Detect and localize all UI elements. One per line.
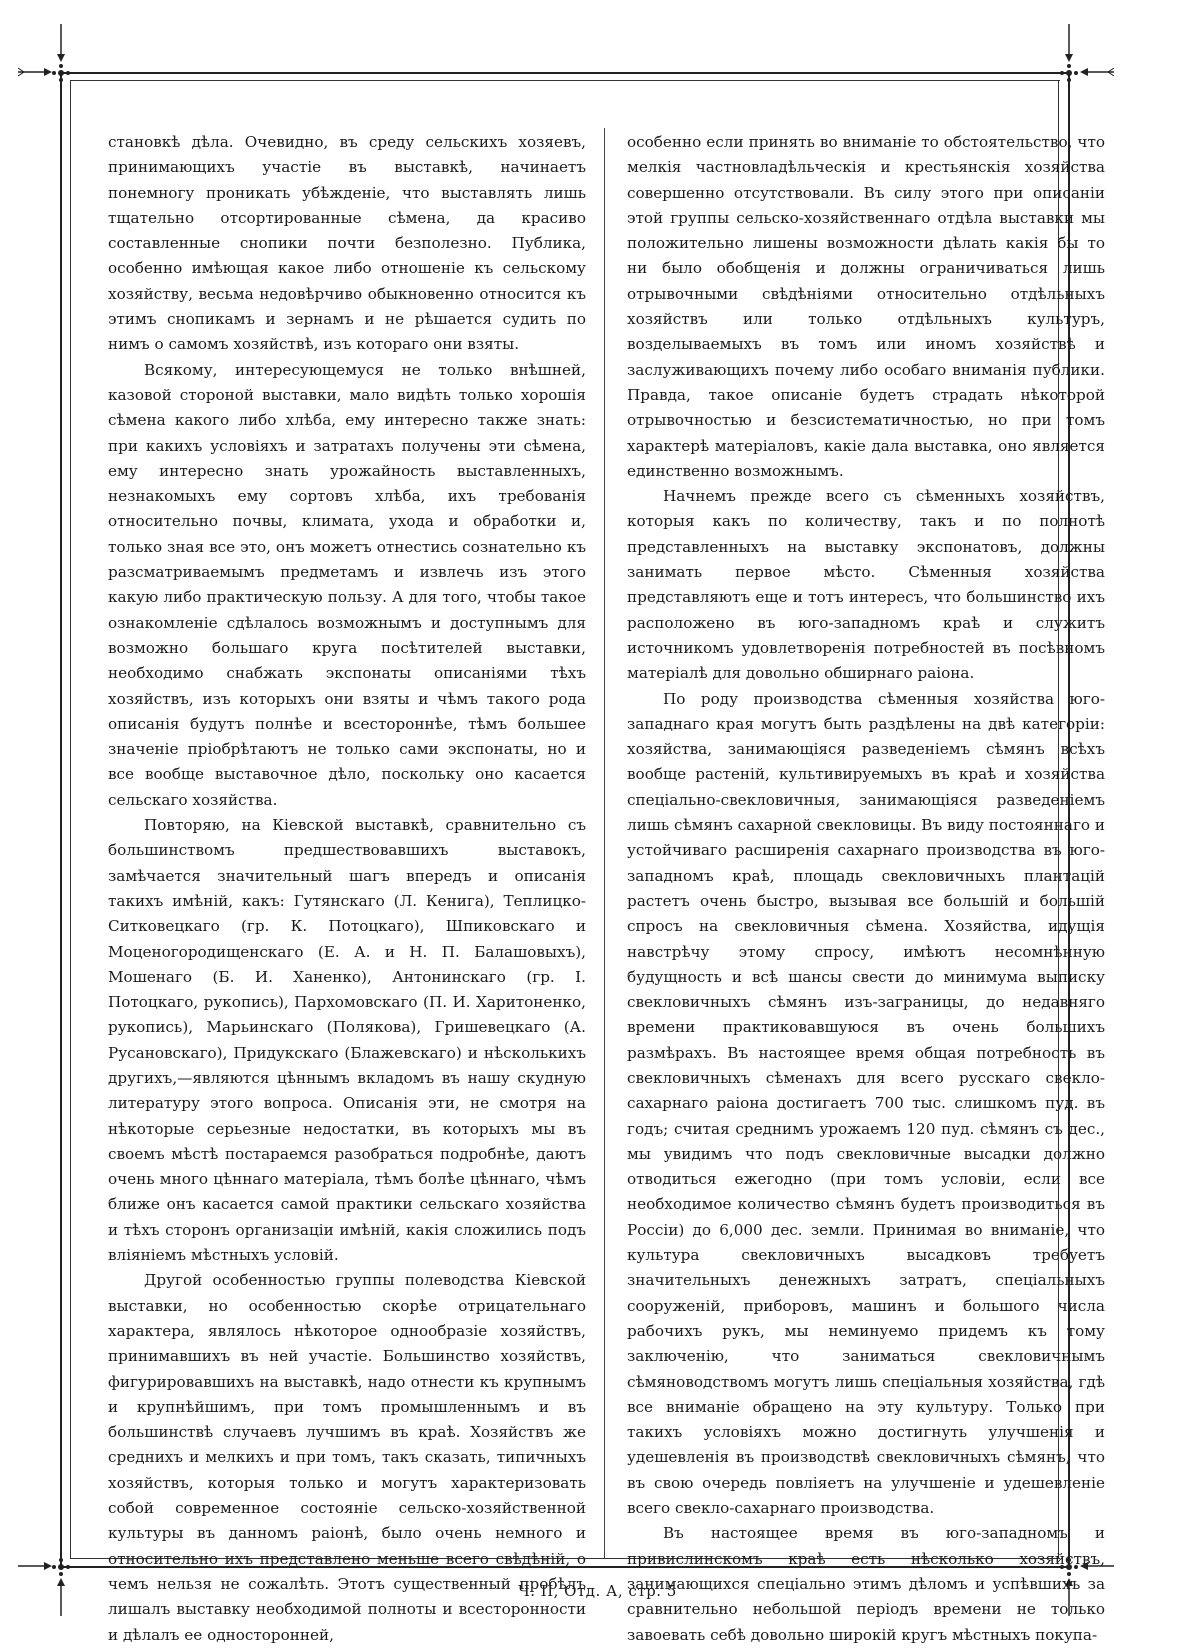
arrow-up-left-icon bbox=[55, 24, 67, 62]
paragraph: Начнемъ прежде всего съ сѣменныхъ хозяйствъ, которыя какъ по количеству, такъ и по полнотѣ представленныхъ на выставку экспонатовъ, должны занимать первое мѣсто. Сѣменныя хозяйства представляютъ еще и тотъ интересъ, что большинство ихъ расположено въ юго-западномъ краѣ и служитъ источникомъ удовлетворенія потребностей въ посѣвномъ матеріалѣ для довольно обширнаго раіона. bbox=[627, 487, 1105, 683]
arrow-left-bottom-icon bbox=[18, 1560, 52, 1572]
arrow-right-top-icon bbox=[1080, 66, 1114, 78]
frame-left-line bbox=[60, 72, 62, 1568]
paragraph: Другой особенностью группы полеводства Кіевской выставки, но особенностью скорѣе отрицательнаго характера, являлось нѣкоторое однообразіе хозяйствъ, принимавшихъ въ ней участіе. Большинство хозяйствъ, фигурировавшихъ на выставкѣ, надо отнести къ крупнымъ и крупнѣйшимъ, при томъ промышленнымъ и въ большинствѣ случаевъ лучшимъ въ краѣ. Хозяйствъ же среднихъ и мелкихъ и при томъ, такъ сказать, типичныхъ хозяйствъ, которыя только и могутъ характеризовать собой современное состояніе сельско-хозяйственной культуры въ данномъ раіонѣ, было очень немного и относительно ихъ представлено меньше всего свѣдѣній, о чемъ нельзя не сожалѣть. Этотъ существенный пробѣлъ лишалъ выставку необходимой полноты и всесторонности и дѣлалъ ее односторонней, bbox=[108, 1271, 586, 1644]
frame-left-inner-line bbox=[70, 80, 71, 1558]
frame-top-line bbox=[60, 72, 1070, 74]
left-column bbox=[108, 130, 586, 1648]
frame-top-inner-line bbox=[70, 80, 1060, 81]
paragraph: Повторяю, на Кіевской выставкѣ, сравнительно съ большинствомъ предшествовавшихъ выставокъ, замѣчается значительный шагъ впередъ и описанія такихъ имѣній, какъ: Гутянскаго (Л. Кенига), Теплицко-Ситковецкаго (гр. К. Потоцкаго), Шпиковскаго и Моценогородищенскаго (Е. А. и Н. П. Балашовыхъ), Мошенаго (Б. И. Ханенко), Антонинскаго (гр. І. Потоцкаго, рукопись), Пархомовскаго (П. И. Харитоненко, рукопись), Марьинскаго (Полякова), Гришевецкаго (А. Русановскаго), Придукскаго (Блажевскаго) и нѣсколькихъ другихъ,—являются цѣннымъ вкладомъ въ нашу скудную литературу этого вопроса. Описанія эти, не смотря на нѣкоторые серьезные недостатки, въ которыхъ мы въ своемъ мѣстѣ постараемся разобраться подробнѣе, даютъ очень много цѣннаго матеріала, тѣмъ болѣе цѣннаго, чѣмъ ближе онъ касается самой практики сельскаго хозяйства и тѣхъ сторонъ организаціи имѣній, какія сложились подъ вліяніемъ мѣстныхъ условій. bbox=[108, 816, 586, 1265]
corner-ornament-icon bbox=[50, 1556, 72, 1578]
corner-ornament-icon bbox=[50, 62, 72, 84]
paragraph: особенно если принять во вниманіе то обстоятельство, что мелкія частновладѣльческія и крестьянскія хозяйства совершенно отсутствовали. Въ силу этого при описаніи этой группы сельско-хозяйственнаго отдѣла выставки мы положительно лишены возможности дѣлать какія бы то ни было обобщенія и должны ограничиваться лишь отрывочными свѣдѣніями относительно отдѣльныхъ хозяйствъ или только отдѣльныхъ культуръ, возделываемыхъ въ томъ или иномъ хозяйствѣ и заслуживающихъ почему либо особаго вниманія публики. Правда, такое описаніе будетъ страдать нѣкоторой отрывочностью и безсистематичностью, но при томъ характерѣ матеріаловъ, какіе дала выставка, оно является единственно возможнымъ. bbox=[627, 133, 1105, 480]
column-divider bbox=[604, 128, 605, 1558]
arrow-left-top-icon bbox=[18, 66, 52, 78]
paragraph: становкѣ дѣла. Очевидно, въ среду сельскихъ хозяевъ, принимающихъ участіе въ выставкѣ, начинаетъ понемногу проникать убѣжденіе, что выставлять лишь тщательно отсортированные сѣмена, да красиво составленные снопики почти безполезно. Публика, особенно имѣющая какое либо отношеніе къ сельскому хозяйству, весьма недовѣрчиво обыкновенно относится къ этимъ снопикамъ и зернамъ и не рѣшается судить по нимъ о самомъ хозяйствѣ, изъ котораго они взяты. bbox=[108, 133, 586, 354]
corner-ornament-icon bbox=[1058, 62, 1080, 84]
paragraph: Въ настоящее время въ юго-западномъ и привислинскомъ краѣ есть нѣсколько хозяйствъ, занимающихся спеціально этимъ дѣломъ и успѣвшихъ за сравнительно небольшой періодъ времени не только завоевать себѣ довольно широкій кругъ мѣстныхъ покупа- bbox=[627, 1524, 1105, 1644]
right-column bbox=[627, 130, 1105, 1648]
paragraph: По роду производства сѣменныя хозяйства юго-западнаго края могутъ быть раздѣлены на двѣ категоріи: хозяйства, занимающіяся разведеніемъ сѣмянъ всѣхъ вообще растеній, культивируемыхъ въ краѣ и хозяйства спеціально-свекловичныя, занимающіяся разведеніемъ лишь сѣмянъ сахарной свекловицы. Въ виду постояннаго и устойчиваго расширенія сахарнаго производства въ юго-западномъ краѣ, площадь свекловичныхъ плантацій растетъ очень быстро, вызывая все большій и большій спросъ на свекловичныя сѣмена. Хозяйства, идущія навстрѣчу этому спросу, имѣютъ несомнѣнную будущность и всѣ шансы свести до минимума выписку свекловичныхъ сѣмянъ изъ-заграницы, до недавняго времени практиковавшуюся въ очень большихъ размѣрахъ. Въ настоящее время общая потребность въ свекловичныхъ сѣменахъ для всего русскаго свекло-сахарнаго раіона достигаетъ 700 тыс. слишкомъ пуд. въ годъ; считая среднимъ урожаемъ 120 пуд. сѣмянъ съ дес., мы увидимъ что подъ свекловичные высадки должно отводиться ежегодно (при томъ условіи, если все необходимое количество сѣмянъ будетъ производиться въ Россіи) до 6,000 дес. земли. Принимая во вниманіе, что культура свекловичныхъ высадковъ требуетъ значительныхъ денежныхъ затратъ, спеціальныхъ сооруженій, приборовъ, машинъ и большого числа рабочихъ рукъ, мы неминуемо придемъ къ тому заключенію, что заниматься свекловичнымъ сѣмяноводствомъ могутъ лишь спеціальныя хозяйства, гдѣ все вниманіе обращено на эту культуру. Только при такихъ условіяхъ можно достигнуть улучшенія и удешевленія въ производствѣ свекловичныхъ сѣмянъ, что въ свою очередь повліяетъ на улучшеніе и удешевленіе всего свекло-сахарнаго производства. bbox=[627, 689, 1105, 1518]
arrow-up-right-icon bbox=[1063, 24, 1075, 62]
paragraph: Всякому, интересующемуся не только внѣшней, казовой стороной выставки, мало видѣть только хорошія сѣмена какого либо хлѣба, ему интересно также знать: при какихъ условіяхъ и затратахъ получены эти сѣмена, ему интересно знать урожайность выставленныхъ, незнакомыхъ ему сортовъ хлѣба, ихъ требованія относительно почвы, климата, ухода и обработки и, только зная все это, онъ можетъ отнестись сознательно къ разсматриваемымъ предметамъ и извлечь изъ этого какую либо практическую пользу. А для того, чтобы такое ознакомленіе сдѣлалось возможнымъ и доступнымъ для возможно большаго круга посѣтителей выставки, необходимо снабжать экспонаты описаніями тѣхъ хозяйствъ, изъ которыхъ они взяты и чѣмъ такого рода описанія будутъ полнѣе и всестороннѣе, тѣмъ большее значеніе пріобрѣтаютъ не только сами экспонаты, но и все вообще выставочное дѣло, поскольку оно касается сельскаго хозяйства. bbox=[108, 360, 586, 809]
page-footer: Ч. II, Отд. А, стр. 5 bbox=[518, 1582, 677, 1600]
